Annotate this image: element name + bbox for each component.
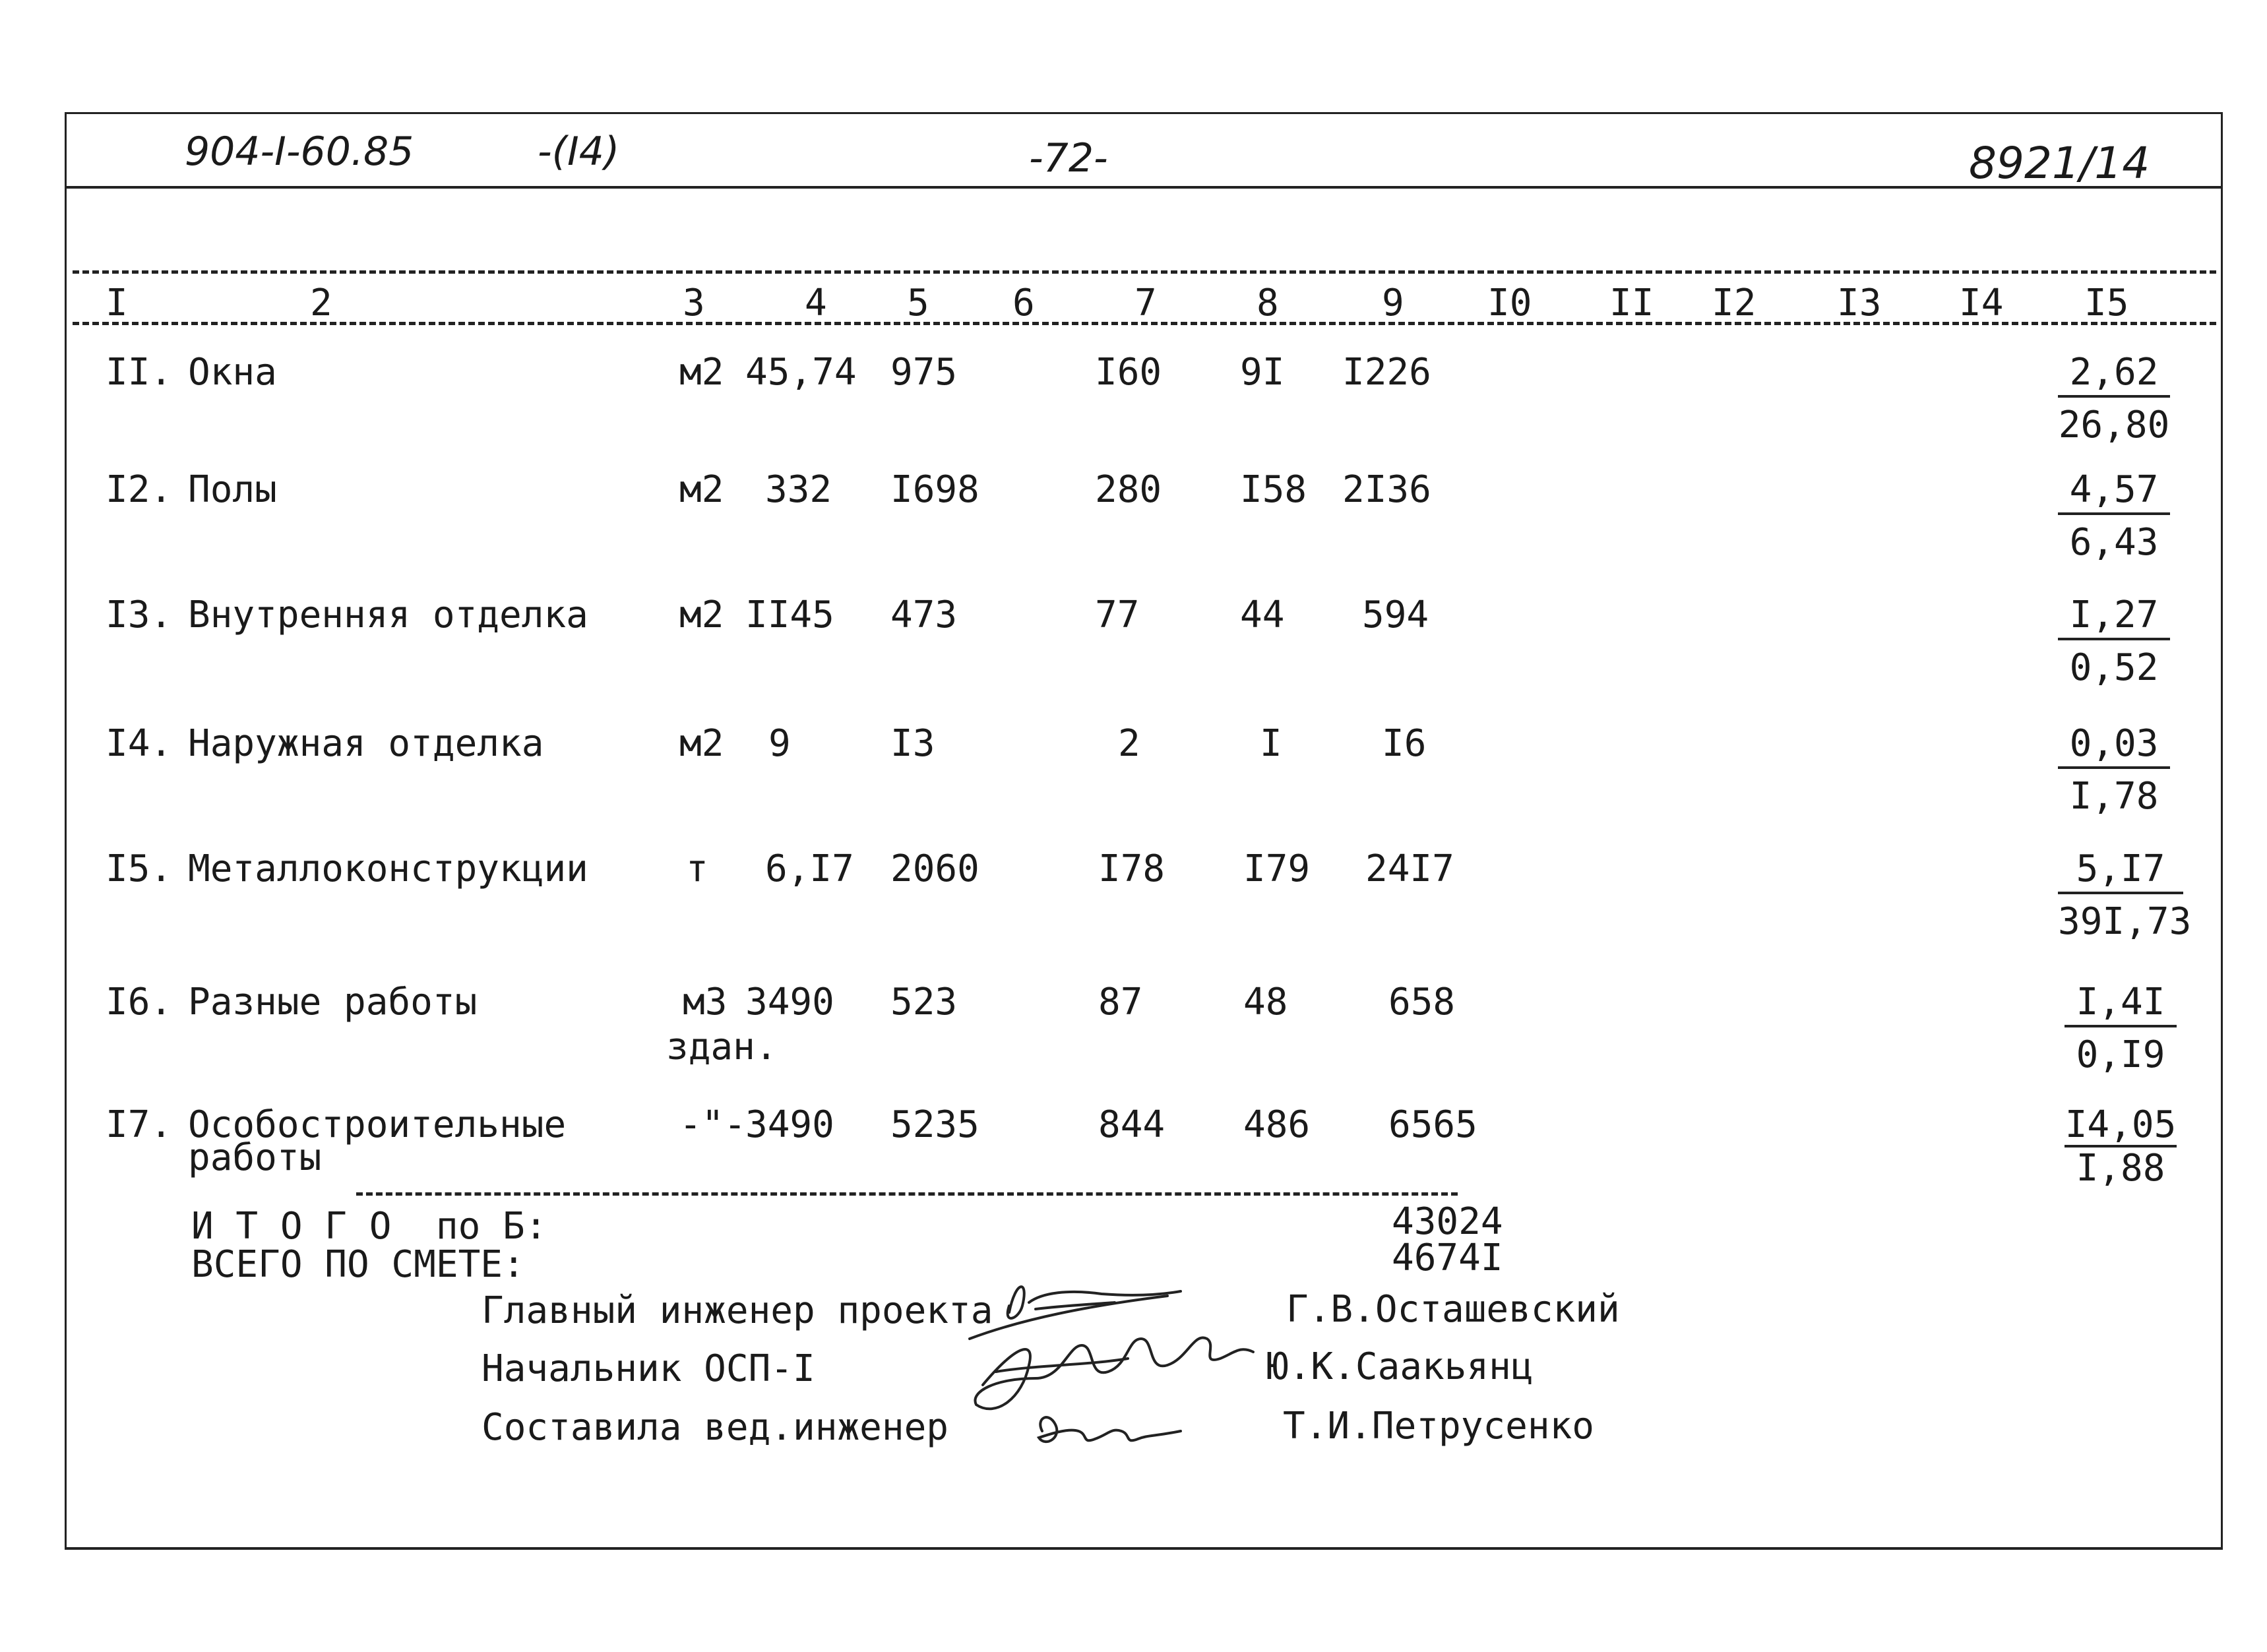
row-col8: 48 [1243, 981, 1288, 1024]
row-unit: м2 [679, 722, 724, 765]
row-col15-top: 4,57 [2058, 472, 2170, 515]
vsego-value: 4674I [1392, 1237, 1503, 1279]
row-name: Особостроительные [188, 1103, 567, 1146]
row-col15-bottom: 6,43 [2069, 521, 2159, 564]
header-rule [66, 186, 2221, 189]
row-name: Окна [188, 351, 277, 394]
row-number: I7. [106, 1103, 173, 1146]
row-quantity: 332 [765, 468, 832, 511]
row-col15-top: I4,05 [2065, 1103, 2177, 1146]
row-quantity: 45,74 [745, 351, 857, 394]
column-header: I [106, 282, 128, 324]
row-col7: 87 [1098, 981, 1143, 1024]
row-name: Металлоконструкции [188, 847, 588, 890]
row-col15 [2065, 1103, 2177, 1190]
row-col9: 2I36 [1342, 468, 1431, 511]
handwritten-signatures [956, 1266, 1299, 1464]
row-number: I5. [106, 847, 173, 890]
row-unit-second-line: здан. [666, 1025, 778, 1068]
page-number: -72- [1029, 135, 1108, 181]
row-col7: 844 [1098, 1103, 1165, 1146]
row-unit: м2 [679, 594, 724, 636]
row-col5: I3 [890, 722, 935, 765]
row-col9: 658 [1388, 981, 1456, 1024]
row-col15-bottom: I,78 [2069, 775, 2159, 818]
row-name: Полы [188, 468, 277, 511]
row-col7: I78 [1098, 847, 1165, 890]
row-name-second-line: работы [188, 1136, 322, 1179]
column-header: 2 [310, 282, 332, 324]
signature-name: Ю.К.Саакьянц [1266, 1345, 1534, 1388]
row-quantity: II45 [745, 594, 834, 636]
row-col5: I698 [890, 468, 979, 511]
row-col9: I6 [1382, 722, 1427, 765]
section-number: -(I4) [538, 129, 620, 175]
signature-role: Начальник ОСП-I [481, 1347, 815, 1390]
column-header: I0 [1487, 282, 1532, 324]
archive-number: 8921/14 [1969, 138, 2150, 189]
row-col9: I226 [1342, 351, 1431, 394]
row-number: I6. [106, 981, 173, 1024]
doc-code: 904-I-60.85 [185, 129, 414, 175]
column-header: 9 [1382, 282, 1404, 324]
row-number: II. [106, 351, 173, 394]
row-col15-top: 0,03 [2058, 725, 2170, 769]
row-col15 [2058, 468, 2170, 564]
row-col15 [2058, 847, 2192, 943]
signature-role: Главный инженер проекта [481, 1289, 993, 1332]
row-number: I2. [106, 468, 173, 511]
row-col8: 9I [1240, 351, 1285, 394]
row-col15-bottom: 0,I9 [2076, 1033, 2165, 1076]
row-col15-bottom: I,88 [2076, 1147, 2165, 1190]
row-col15-top: 5,I7 [2058, 851, 2183, 894]
row-quantity: 9 [768, 722, 791, 765]
row-number: I4. [106, 722, 173, 765]
row-col8: 486 [1243, 1103, 1311, 1146]
totals-dash [356, 1192, 1458, 1196]
row-col5: 473 [890, 594, 958, 636]
row-col15 [2058, 722, 2170, 818]
row-col15 [2058, 594, 2170, 689]
row-unit: м2 [679, 351, 724, 394]
column-header: 5 [907, 282, 929, 324]
row-unit: м3 [683, 981, 728, 1024]
row-name: Разные работы [188, 981, 478, 1024]
row-number: I3. [106, 594, 173, 636]
row-col8: I [1260, 722, 1282, 765]
vsego-label: ВСЕГО ПО СМЕТЕ: [191, 1243, 525, 1286]
row-col7: 2 [1118, 722, 1140, 765]
row-col15-top: 2,62 [2058, 354, 2170, 398]
row-unit: м2 [679, 468, 724, 511]
row-col15-bottom: 39I,73 [2058, 900, 2192, 943]
row-unit: т [686, 847, 708, 890]
signature-role: Составила вед.инженер [481, 1406, 949, 1449]
row-unit: -"- [679, 1103, 747, 1146]
row-col8: I58 [1240, 468, 1307, 511]
row-name: Наружная отделка [188, 722, 544, 765]
row-quantity: 3490 [745, 1103, 834, 1146]
row-col15-bottom: 0,52 [2069, 646, 2159, 689]
column-header: I4 [1959, 282, 2004, 324]
row-quantity: 6,I7 [765, 847, 854, 890]
column-header: 6 [1012, 282, 1035, 324]
row-col7: 77 [1095, 594, 1140, 636]
column-header: I5 [2084, 282, 2129, 324]
row-col15 [2065, 981, 2177, 1076]
column-header: 8 [1257, 282, 1279, 324]
row-col5: 523 [890, 981, 958, 1024]
column-header: 7 [1134, 282, 1157, 324]
column-header-top-dash [73, 270, 2216, 274]
row-col15 [2058, 351, 2170, 446]
row-col15-top: I,27 [2058, 597, 2170, 640]
row-col15-top: I,4I [2065, 984, 2177, 1027]
row-col9: 24I7 [1365, 847, 1454, 890]
row-col9: 594 [1362, 594, 1429, 636]
row-col5: 975 [890, 351, 958, 394]
row-quantity: 3490 [745, 981, 834, 1024]
column-header: 4 [805, 282, 827, 324]
column-header: 3 [683, 282, 705, 324]
column-header: I3 [1837, 282, 1882, 324]
itogo-value: 43024 [1392, 1200, 1503, 1243]
row-col8: I79 [1243, 847, 1311, 890]
row-col15-bottom: 26,80 [2058, 404, 2170, 446]
row-col5: 2060 [890, 847, 979, 890]
row-col5: 5235 [890, 1103, 979, 1146]
row-name: Внутренняя отделка [188, 594, 588, 636]
row-col9: 6565 [1388, 1103, 1477, 1146]
row-col7: I60 [1095, 351, 1162, 394]
row-col7: 280 [1095, 468, 1162, 511]
signature-name: Т.И.Петрусенко [1283, 1405, 1595, 1448]
signature-name: Г.В.Осташевский [1286, 1288, 1620, 1331]
row-col8: 44 [1240, 594, 1285, 636]
itogo-label: И Т О Г О по Б: [191, 1205, 547, 1248]
column-header: II [1609, 282, 1654, 324]
column-header: I2 [1712, 282, 1756, 324]
